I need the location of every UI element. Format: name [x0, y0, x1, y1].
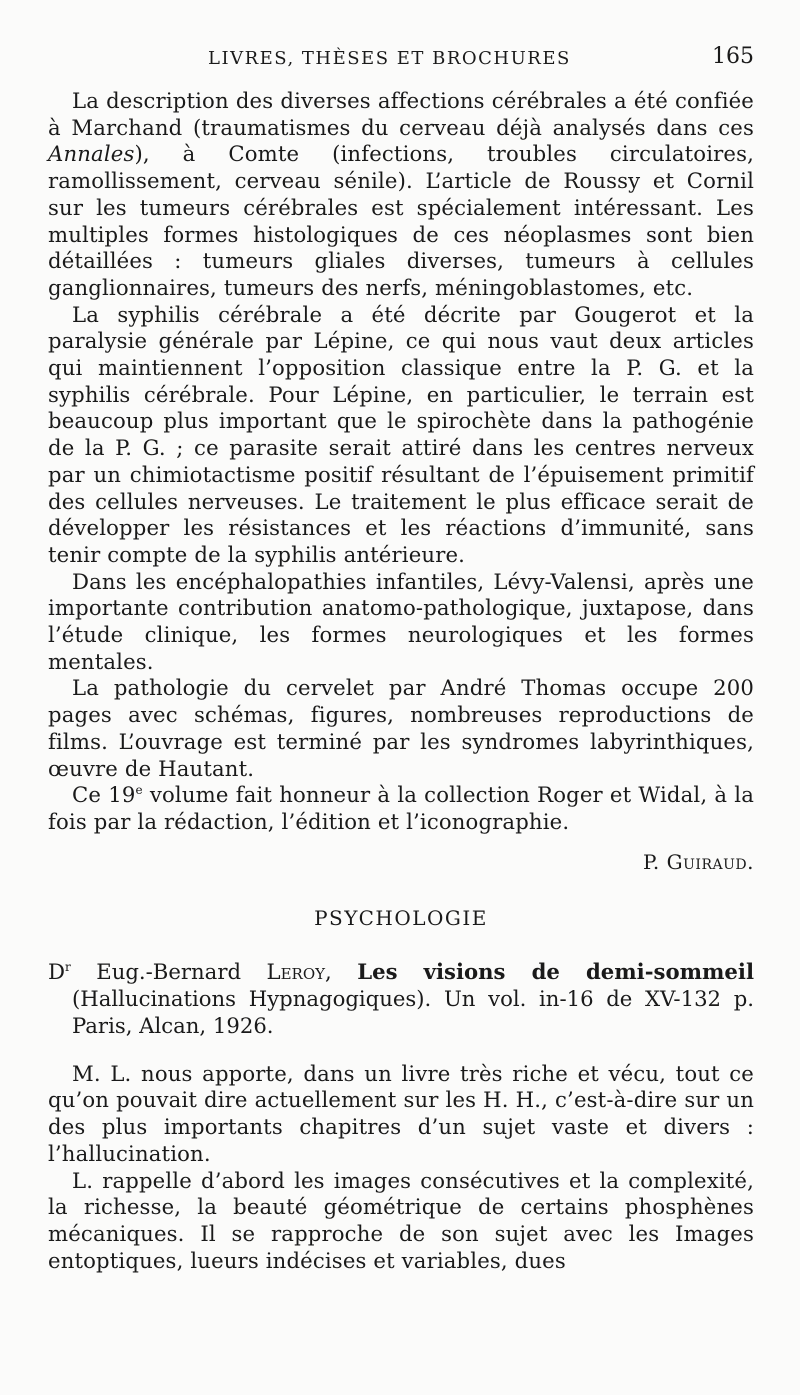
author-title: D [48, 958, 65, 984]
review-paragraph-4: La pathologie du cervelet par André Thomas occupe 200 pages avec schémas, figures, nombreuses reproductions de films. L’ouvrage est terminé par les syndromes labyrinthiques, œuvre de Hautant. [48, 675, 754, 781]
book-details: (Hallucinations Hypnagogiques). Un vol. in-16 de XV-132 p. Paris, Alcan, 1926. [72, 985, 754, 1038]
author-surname: Leroy [266, 958, 326, 984]
psychology-paragraph-2: L. rappelle d’abord les images consécutives et la complexité, la richesse, la beauté géométrique de certains phosphènes mécaniques. Il se rapproche de son sujet avec les Images entoptiques, lueurs indécises et variables, dues [48, 1167, 754, 1273]
page-header [48, 44, 754, 74]
psychology-review [48, 1061, 754, 1275]
journal-title: Annales [48, 141, 135, 167]
running-title: LIVRES, THÈSES ET BROCHURES [208, 48, 571, 69]
author-title-superscript: r [65, 959, 71, 974]
review-paragraph-2: La syphilis cérébrale a été décrite par Gougerot et la paralysie générale par Lépine, ce qui nous vaut deux articles qui maintiennent l’opposition classique entre la P. G. et la syphilis cérébrale. Pour Lépine, en particulier, le terrain est beaucoup plus important que le spirochète dans la pathogénie de la P. G. ; ce parasite serait attiré dans les centres nerveux par un chimiotactisme positif résultant de l’épuisement primitif des cellules nerveuses. Le traitement le plus efficace serait de développer les résistances et les réactions d’immunité, sans tenir compte de la syphilis antérieure. [48, 301, 754, 567]
review-paragraph-5: Ce 19e volume fait honneur à la collection Roger et Widal, à la fois par la rédaction, l’édition et l’iconographie. [48, 782, 754, 834]
page-body [48, 88, 754, 1274]
psychology-paragraph-1: M. L. nous apporte, dans un livre très riche et vécu, tout ce qu’on pouvait dire actuellement sur les H. H., c’est-à-dire sur un des plus importants chapitres d’un sujet vaste et divers : l’hallucination. [48, 1060, 754, 1166]
ordinal-superscript: e [135, 783, 143, 798]
review-paragraph-1: La description des diverses affections cérébrales a été confiée à Marchand (traumatismes du cerveau déjà analysés dans ces Annales), à Comte (infections, troubles circulatoires, ramollissement, cerveau sénile). L’article de Roussy et Cornil sur les tumeurs cérébrales est spécialement intéressant. Les multiples formes histologiques de ces néoplasmes sont bien détaillées : tumeurs gliales diverses, tumeurs à cellules ganglionnaires, tumeurs des nerfs, méningoblastomes, etc. [48, 88, 754, 300]
bibliographic-reference: $D^r$ Eug.-Bernard Leroy, Les visions de demi-sommeil (Hallucinations Hypnagogiques). Un vol. in-16 de XV-132 p. Paris, Alcan, 1926. [48, 958, 754, 1038]
section-heading: PSYCHOLOGIE [314, 905, 488, 930]
page-number: 165 [712, 44, 754, 69]
review-signature: P. Guiraud. [643, 849, 754, 874]
book-title: Les visions de demi-sommeil [357, 958, 754, 984]
review-paragraph-3: Dans les encéphalopathies infantiles, Lévy-Valensi, après une importante contribution anatomo-pathologique, juxtapose, dans l’étude clinique, les formes neurologiques et les formes mentales. [48, 568, 754, 674]
author-first-names: Eug.-Bernard [96, 958, 242, 984]
